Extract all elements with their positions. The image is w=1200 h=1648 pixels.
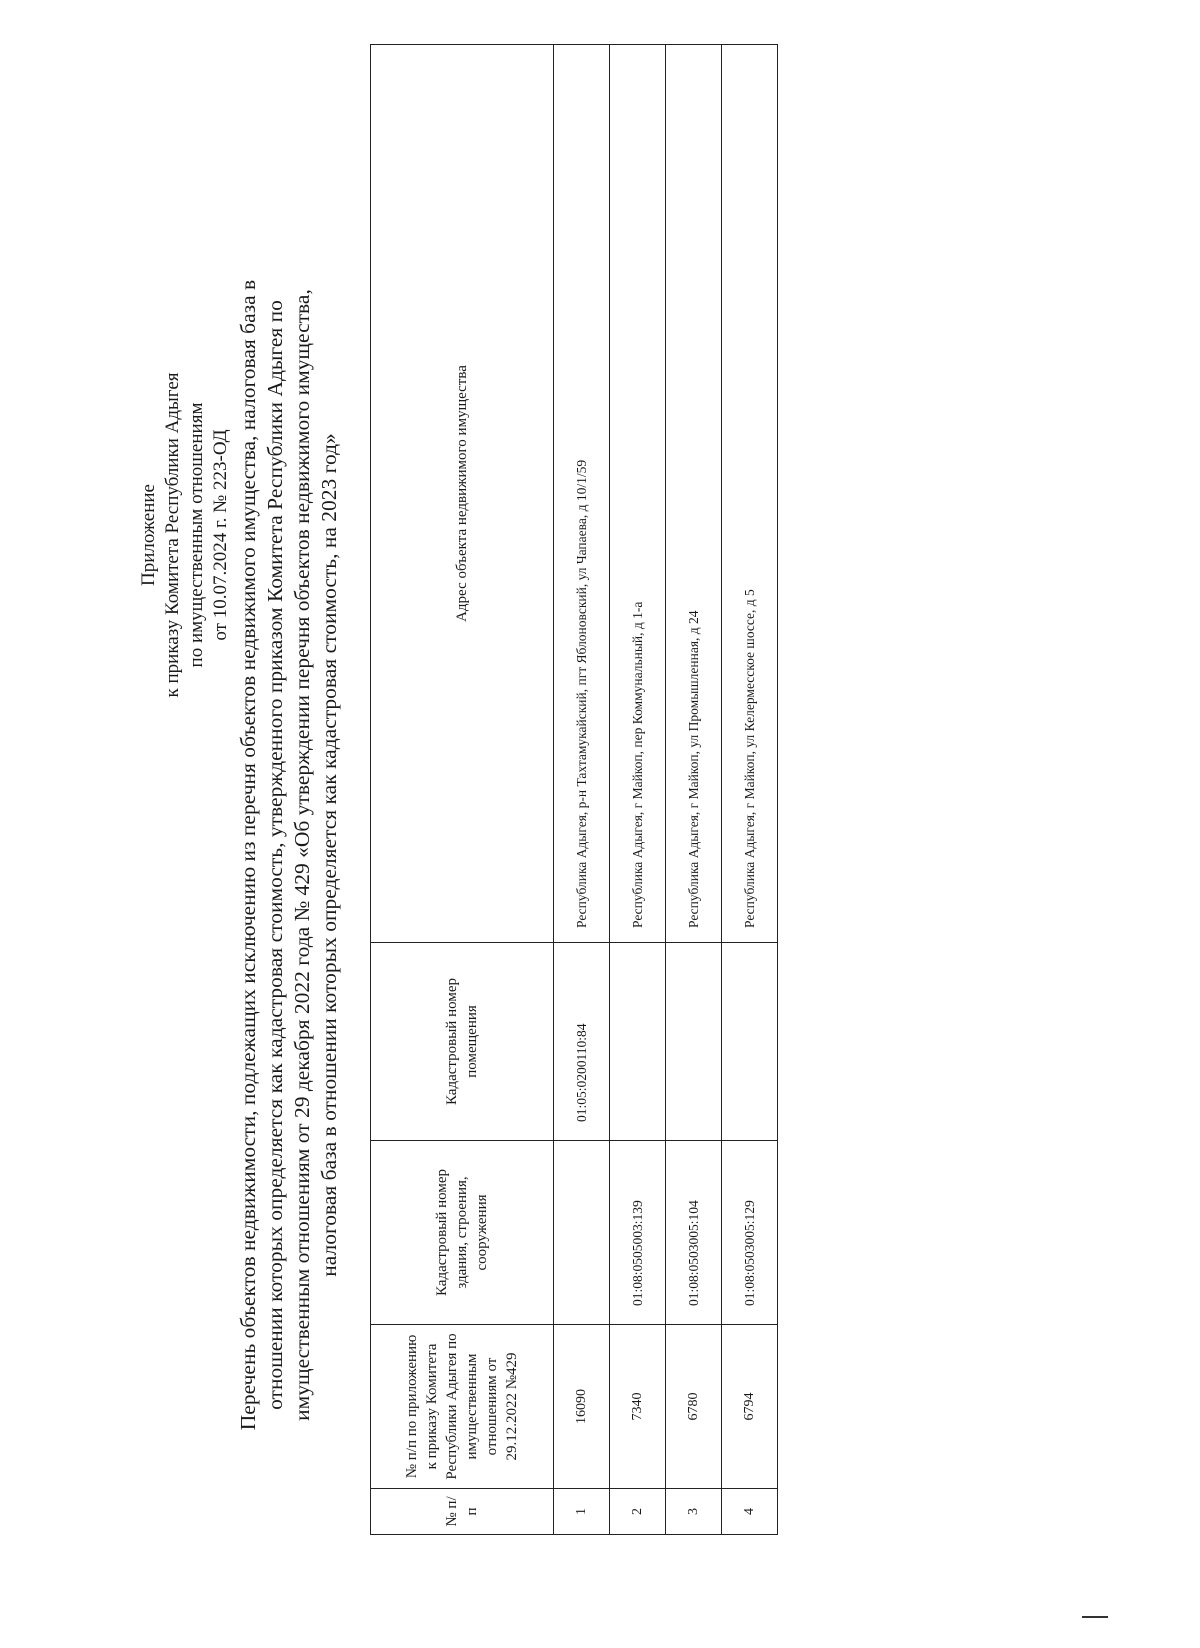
header-premises-cadastral-number: Кадастровый номер помещения <box>371 943 554 1141</box>
table-row <box>722 45 778 1535</box>
header-row-number: № п/п <box>371 1489 554 1535</box>
table-row <box>666 45 722 1535</box>
row-number-cell: 4 <box>722 1489 778 1535</box>
building-cadastral-cell: 01:08:0505003:139 <box>610 1141 666 1325</box>
title-line-4: налоговая база в отношении которых определяется как кадастровая стоимость, на 2023 год» <box>317 433 341 1277</box>
building-cadastral-cell: 01:08:0503005:129 <box>722 1141 778 1325</box>
premises-cadastral-cell: 01:05:0200110:84 <box>554 943 610 1141</box>
document-title <box>235 135 343 1575</box>
title-line-1: Перечень объектов недвижимости, подлежащих исключению из перечня объектов недвижимого имущества, налоговая база в <box>236 279 260 1431</box>
row-number-cell: 3 <box>666 1489 722 1535</box>
approval-line-3: по имущественным отношениям <box>186 402 207 668</box>
approval-line-1: Приложение <box>138 484 159 586</box>
approval-stamp <box>137 95 233 975</box>
address-cell: Республика Адыгея, г Майкоп, пер Коммунальный, д 1-а <box>610 45 666 943</box>
scan-edge-mark <box>1082 1616 1108 1618</box>
header-address: Адрес объекта недвижимого имущества <box>371 45 554 943</box>
premises-cadastral-cell <box>666 943 722 1141</box>
address-cell: Республика Адыгея, р-н Тахтамукайский, пгт Яблоновский, ул Чапаева, д 10/1/59 <box>554 45 610 943</box>
property-exclusion-table <box>370 44 778 1535</box>
document-page <box>135 15 975 1575</box>
approval-line-2: к приказу Комитета Республики Адыгея <box>162 372 183 698</box>
table-row <box>554 45 610 1535</box>
table-row <box>610 45 666 1535</box>
appendix-number-cell: 16090 <box>554 1325 610 1489</box>
premises-cadastral-cell <box>610 943 666 1141</box>
building-cadastral-cell: 01:08:0503005:104 <box>666 1141 722 1325</box>
title-line-3: имущественным отношениям от 29 декабря 2022 года № 429 «Об утверждении перечня объектов недвижимого имущества, <box>290 289 314 1421</box>
address-cell: Республика Адыгея, г Майкоп, ул Промышленная, д 24 <box>666 45 722 943</box>
appendix-number-cell: 6794 <box>722 1325 778 1489</box>
table-header-row <box>371 45 554 1535</box>
header-appendix-number: № п/п по приложению к приказу Комитета Республики Адыгея по имущественным отношениям от 29.12.2022 №429 <box>371 1325 554 1489</box>
premises-cadastral-cell <box>722 943 778 1141</box>
row-number-cell: 1 <box>554 1489 610 1535</box>
row-number-cell: 2 <box>610 1489 666 1535</box>
header-building-cadastral-number: Кадастровый номер здания, строения, сооружения <box>371 1141 554 1325</box>
appendix-number-cell: 6780 <box>666 1325 722 1489</box>
title-line-2: отношении которых определяется как кадастровая стоимость, утвержденного приказом Комитета Республики Адыгея по <box>263 300 287 1410</box>
building-cadastral-cell <box>554 1141 610 1325</box>
approval-line-4: от 10.07.2024 г. № 223-ОД <box>210 429 231 641</box>
appendix-number-cell: 7340 <box>610 1325 666 1489</box>
address-cell: Республика Адыгея, г Майкоп, ул Келермесское шоссе, д 5 <box>722 45 778 943</box>
